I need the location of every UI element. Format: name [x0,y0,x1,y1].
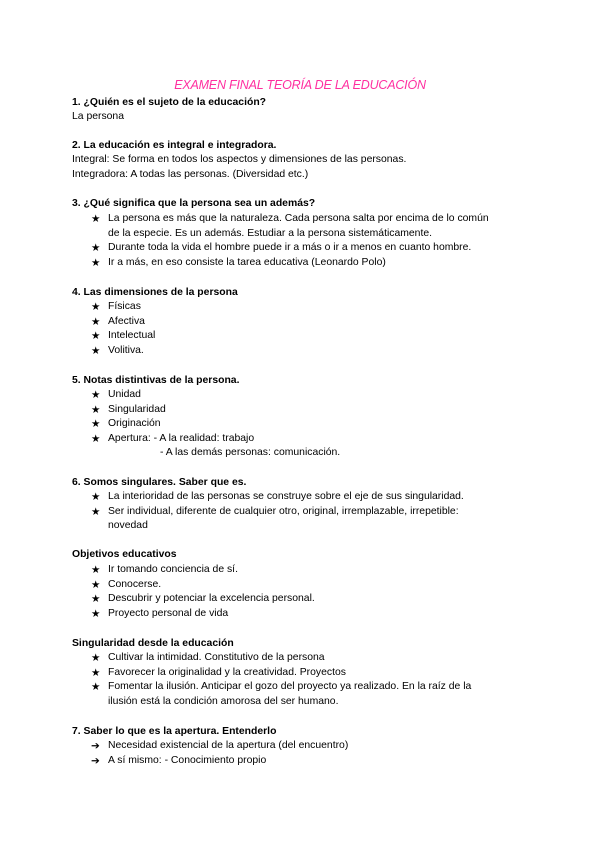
arrow-bullet-icon: ➔ [91,756,100,767]
star-bullet-icon: ★ [91,214,101,225]
section-2-line: Integradora: A todas las personas. (Diversidad etc.) [72,169,309,180]
star-bullet-icon: ★ [91,331,101,342]
star-bullet-icon: ★ [91,682,101,693]
section-3-heading: 3. ¿Qué significa que la persona sea un además? [72,198,316,209]
singularity-heading: Singularidad desde la educación [72,638,234,649]
star-bullet-icon: ★ [91,434,101,445]
list-item-continuation: de la especie. Es un además. Estudiar a la persona sistemáticamente. [108,228,433,239]
star-bullet-icon: ★ [91,302,101,313]
section-4-heading: 4. Las dimensiones de la persona [72,287,238,298]
star-bullet-icon: ★ [91,258,101,269]
section-1-text: La persona [72,111,124,122]
star-bullet-icon: ★ [91,405,101,416]
list-item-continuation: ilusión está la condición amorosa del ser humano. [108,696,339,707]
star-bullet-icon: ★ [91,565,101,576]
star-bullet-icon: ★ [91,390,101,401]
star-bullet-icon: ★ [91,653,101,664]
star-bullet-icon: ★ [91,346,101,357]
section-7-heading: 7. Saber lo que es la apertura. Entenderlo [72,726,277,737]
section-5-heading: 5. Notas distintivas de la persona. [72,375,240,386]
star-bullet-icon: ★ [91,594,101,605]
star-bullet-icon: ★ [91,243,101,254]
objectives-heading: Objetivos educativos [72,549,177,560]
star-bullet-icon: ★ [91,580,101,591]
section-6-heading: 6. Somos singulares. Saber que es. [72,477,247,488]
arrow-bullet-icon: ➔ [91,741,100,752]
star-bullet-icon: ★ [91,317,101,328]
section-2-heading: 2. La educación es integral e integradora. [72,140,277,151]
section-1-heading: 1. ¿Quién es el sujeto de la educación? [72,97,267,108]
star-bullet-icon: ★ [91,609,101,620]
list-item-continuation: - A las demás personas: comunicación. [160,447,341,458]
star-bullet-icon: ★ [91,507,101,518]
section-2-line: Integral: Se forma en todos los aspectos y dimensiones de las personas. [72,154,407,165]
star-bullet-icon: ★ [91,419,101,430]
star-bullet-icon: ★ [91,492,101,503]
star-bullet-icon: ★ [91,668,101,679]
document-page: EXAMEN FINAL TEORÍA DE LA EDUCACIÓN 1. ¿Quién es el sujeto de la educación? La persona 2. La educación es integral e integradora. Integral: Se forma en todos los aspectos y dimensiones de las personas. Integradora: A todas las personas. (Diversidad etc.) 3. ¿Qué significa que la persona sea un además? ★ La persona es más que la naturaleza. Cada persona salta por encima de lo común de la especie. Es un además. Estudiar a la persona sistemáticamente. ★ Durante toda la vida el hombre puede ir a más o ir a menos en cuanto hombre. ★ Ir a más, en eso consiste la tarea educativa (Leonardo Polo) 4. Las dimensiones de la persona ★ Físicas ★ Afectiva ★ Intelectual ★ Volitiva. 5. Notas distintivas de la persona. ★ Unidad ★ Singularidad ★ Originación ★ Apertura: - A la realidad: trabajo - A las demás personas: comunicación. 6. Somos singulares. Saber que es. ★ La interioridad de las personas se construye sobre el eje de sus singularidad. ★ Ser individual, diferente de cualquier otro, original, irremplazable, irrepetible: novedad Objetivos educativos ★ Ir tomando conciencia de sí. ★ Conocerse. ★ Descubrir y potenciar la excelencia personal. ★ Proyecto personal de vida Singularidad desde la educación ★ Cultivar la intimidad. Constitutivo de la persona ★ Favorecer la originalidad y la creatividad. Proyectos ★ Fomentar la ilusión. Anticipar el gozo del proyecto ya realizado. En la raíz de la ilusión está la condición amorosa del ser humano. 7. Saber lo que es la apertura. Entenderlo ➔ Necesidad existencial de la apertura (del encuentro) ➔ A sí mismo: - Conocimiento propio [0,0,600,848]
list-item-continuation: novedad [108,520,148,531]
document-title: EXAMEN FINAL TEORÍA DE LA EDUCACIÓN [174,78,426,92]
